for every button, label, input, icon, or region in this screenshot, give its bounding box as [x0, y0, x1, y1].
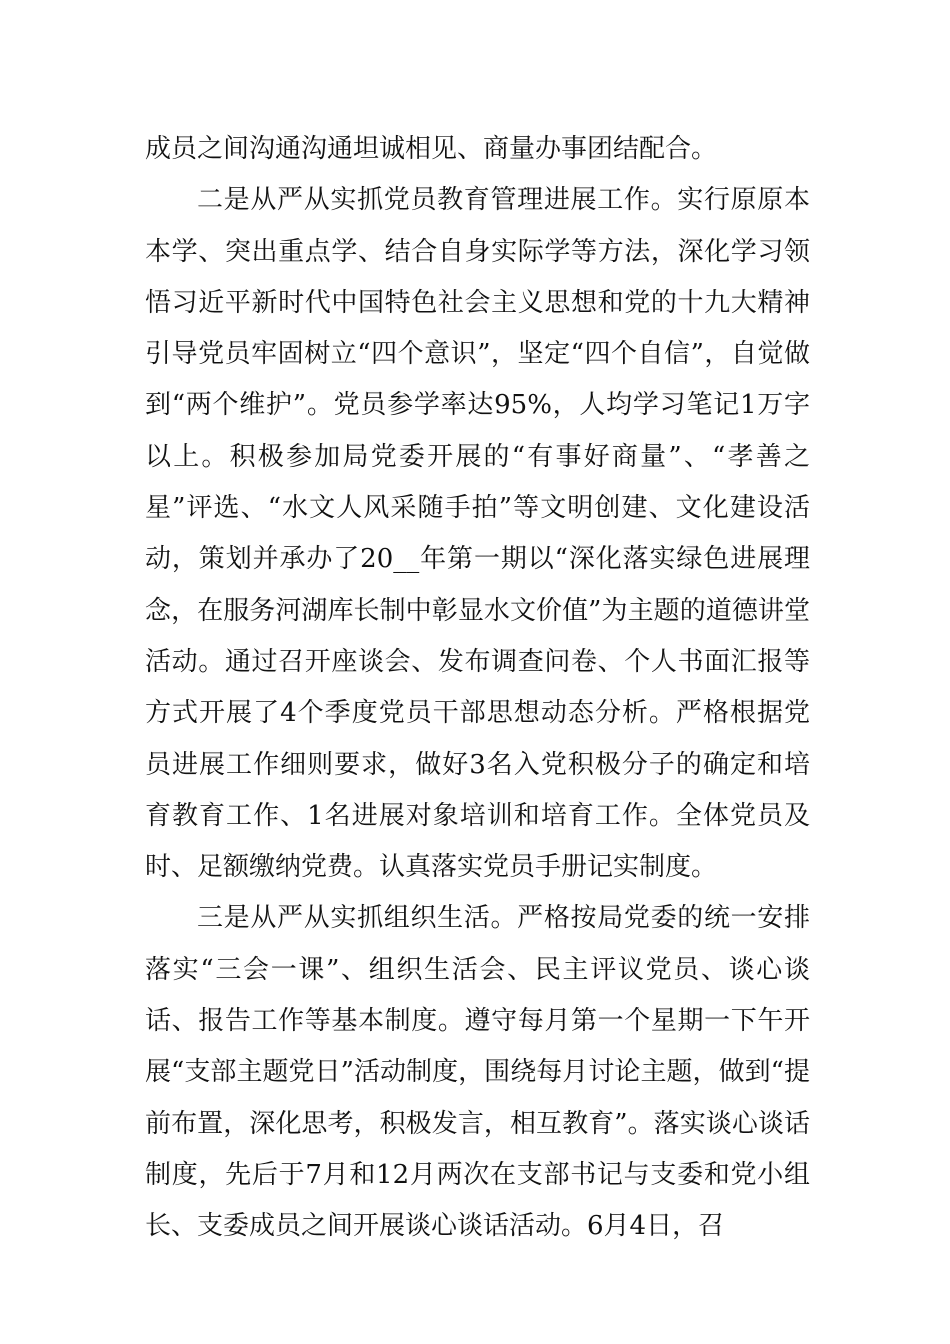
document-body: [145, 124, 810, 1253]
paragraph-party-education: 二是从严从实抓党员教育管理进展工作。实行原原本本学、突出重点学、结合自身实际学等方法，深化学习领悟习近平新时代中国特色社会主义思想和党的十九大精神引导党员牢固树立“四个意识”，坚定“四个自信”，自觉做到“两个维护”。党员参学率达95%，人均学习笔记1万字以上。积极参加局党委开展的“有事好商量”、“孝善之星”评选、“水文人风采随手拍”等文明创建、文化建设活动，策划并承办了20__年第一期以“深化落实绿色进展理念，在服务河湖库长制中彰显水文价值”为主题的道德讲堂活动。通过召开座谈会、发布调查问卷、个人书面汇报等方式开展了4个季度党员干部思想动态分析。严格根据党员进展工作细则要求，做好3名入党积极分子的确定和培育教育工作、1名进展对象培训和培育工作。全体党员及时、足额缴纳党费。认真落实党员手册记实制度。: [145, 185, 810, 883]
paragraph-organization-life: 三是从严从实抓组织生活。严格按局党委的统一安排落实“三会一课”、组织生活会、民主评议党员、谈心谈话、报告工作等基本制度。遵守每月第一个星期一下午开展“支部主题党日”活动制度，围绕每月讨论主题，做到“提前布置，深化思考，积极发言，相互教育”。落实谈心谈话制度，先后于7月和12月两次在支部书记与支委和党小组长、支委成员之间开展谈心谈话活动。6月4日，召: [145, 903, 810, 1242]
paragraph-continuation: 成员之间沟通沟通坦诚相见、商量办事团结配合。: [145, 134, 718, 164]
